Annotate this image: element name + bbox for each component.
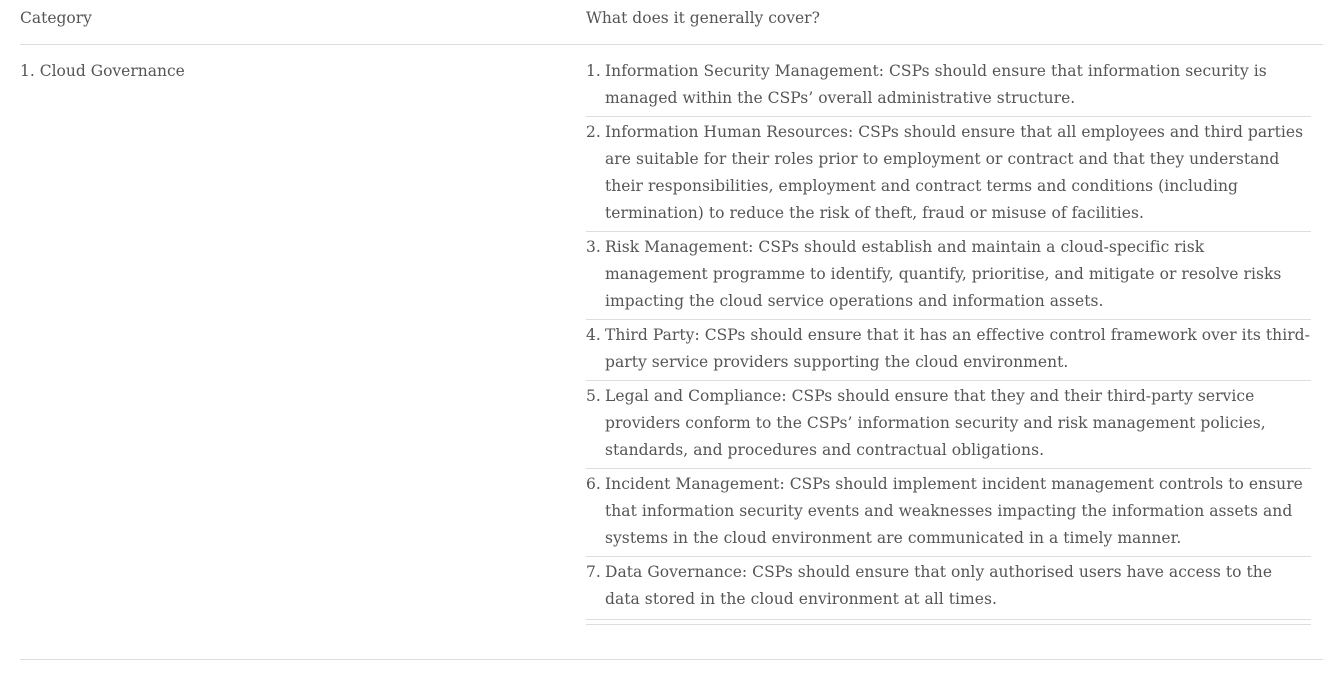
header-category: Category: [20, 9, 92, 27]
list-end-divider: [586, 619, 1311, 625]
coverage-cell: [586, 58, 1323, 659]
list-item: [586, 322, 1311, 381]
list-item: [586, 58, 1311, 117]
list-item-text: Data Governance: CSPs should ensure that only authorised users have access to the data stored in the cloud environment at all times.: [605, 563, 1273, 608]
table-header-row: [20, 0, 1323, 45]
list-item-text: Risk Management: CSPs should establish and maintain a cloud-specific risk management programme to identify, quantify, prioritise, and mitigate or resolve risks impacting the cloud service operations and information assets.: [605, 238, 1282, 310]
list-item-text: Third Party: CSPs should ensure that it has an effective control framework over its third-party service providers supporting the cloud environment.: [605, 326, 1310, 371]
list-item-text: Information Security Management: CSPs should ensure that information security is managed within the CSPs’ overall administrative structure.: [605, 62, 1267, 107]
table-row: [20, 45, 1323, 660]
list-item-number: 4.: [586, 326, 601, 344]
category-label: 1. Cloud Governance: [20, 62, 185, 80]
list-item-number: 5.: [586, 387, 601, 405]
list-item: [586, 234, 1311, 320]
list-item: [586, 559, 1311, 613]
list-item-number: 7.: [586, 563, 601, 581]
list-item: [586, 383, 1311, 469]
list-item-number: 6.: [586, 475, 601, 493]
list-item-text: Legal and Compliance: CSPs should ensure that they and their third-party service providers conform to the CSPs’ information security and risk management policies, standards, and procedures and contractual obligations.: [605, 387, 1266, 459]
list-item: [586, 119, 1311, 232]
list-item-text: Information Human Resources: CSPs should ensure that all employees and third parties are suitable for their roles prior to employment or contract and that they understand their responsibilities, employment and contract terms and conditions (including termination) to reduce the risk of theft, fraud or misuse of facilities.: [605, 123, 1304, 222]
list-item-number: 1.: [586, 62, 601, 80]
governance-table: [20, 0, 1323, 660]
list-item-number: 2.: [586, 123, 601, 141]
list-item: [586, 471, 1311, 557]
coverage-list: [586, 58, 1311, 613]
header-coverage: What does it generally cover?: [586, 9, 820, 27]
category-cell: [20, 58, 586, 659]
list-item-number: 3.: [586, 238, 601, 256]
list-item-text: Incident Management: CSPs should implement incident management controls to ensure that information security events and weaknesses impacting the information assets and systems in the cloud environment are communicated in a timely manner.: [605, 475, 1303, 547]
